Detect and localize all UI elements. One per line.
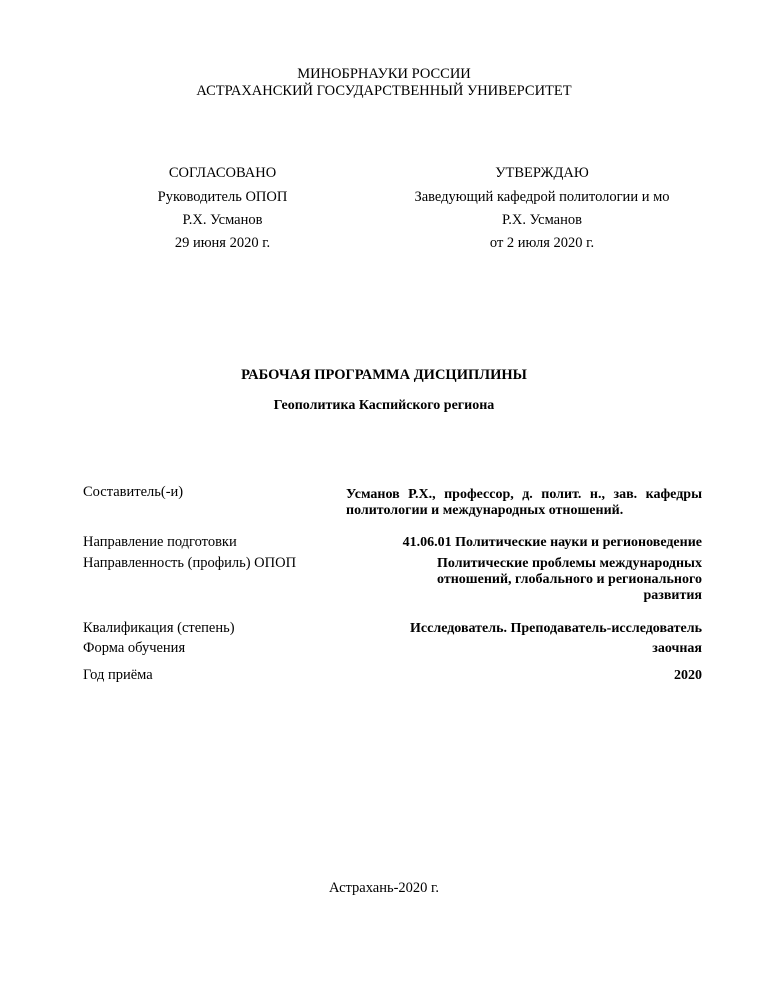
approved-title: УТВЕРЖДАЮ (495, 165, 589, 181)
admission-year-value: 2020 (674, 668, 702, 683)
university-name: АСТРАХАНСКИЙ ГОСУДАРСТВЕННЫЙ УНИВЕРСИТЕТ (196, 83, 572, 99)
author-label: Составитель(-и) (83, 484, 184, 500)
agreed-date: 29 июня 2020 г. (174, 235, 271, 251)
author-value: Усманов Р.Х., профессор, д. полит. н., зав. кафедры политологии и международных отношений. (346, 487, 702, 518)
qualification-label: Квалификация (степень) (83, 620, 235, 636)
qualification-value: Исследователь. Преподаватель-исследователь (410, 621, 702, 636)
agreed-name: Р.Х. Усманов (182, 212, 263, 228)
place-year-footer: Астрахань-2020 г. (328, 880, 439, 896)
study-form-value: заочная (652, 641, 702, 656)
approved-date: от 2 июля 2020 г. (489, 235, 595, 251)
profile-value: Политические проблемы международных отношений, глобального и регионального развития (437, 556, 702, 603)
agreed-role: Руководитель ОПОП (157, 189, 288, 205)
approved-name: Р.Х. Усманов (502, 212, 582, 228)
discipline-name: Геополитика Каспийского региона (273, 398, 495, 413)
study-form-label: Форма обучения (83, 640, 186, 656)
approved-role: Заведующий кафедрой политологии и мо (414, 189, 670, 205)
direction-value: 41.06.01 Политические науки и регионоведение (402, 535, 702, 550)
agreed-title: СОГЛАСОВАНО (168, 165, 277, 181)
ministry-header (0, 66, 768, 100)
document-title: РАБОЧАЯ ПРОГРАММА ДИСЦИПЛИНЫ (241, 367, 527, 383)
profile-label: Направленность (профиль) ОПОП (83, 555, 297, 571)
admission-year-label: Год приёма (83, 667, 153, 683)
direction-label: Направление подготовки (83, 534, 237, 550)
ministry-name: МИНОБРНАУКИ РОССИИ (297, 66, 471, 82)
